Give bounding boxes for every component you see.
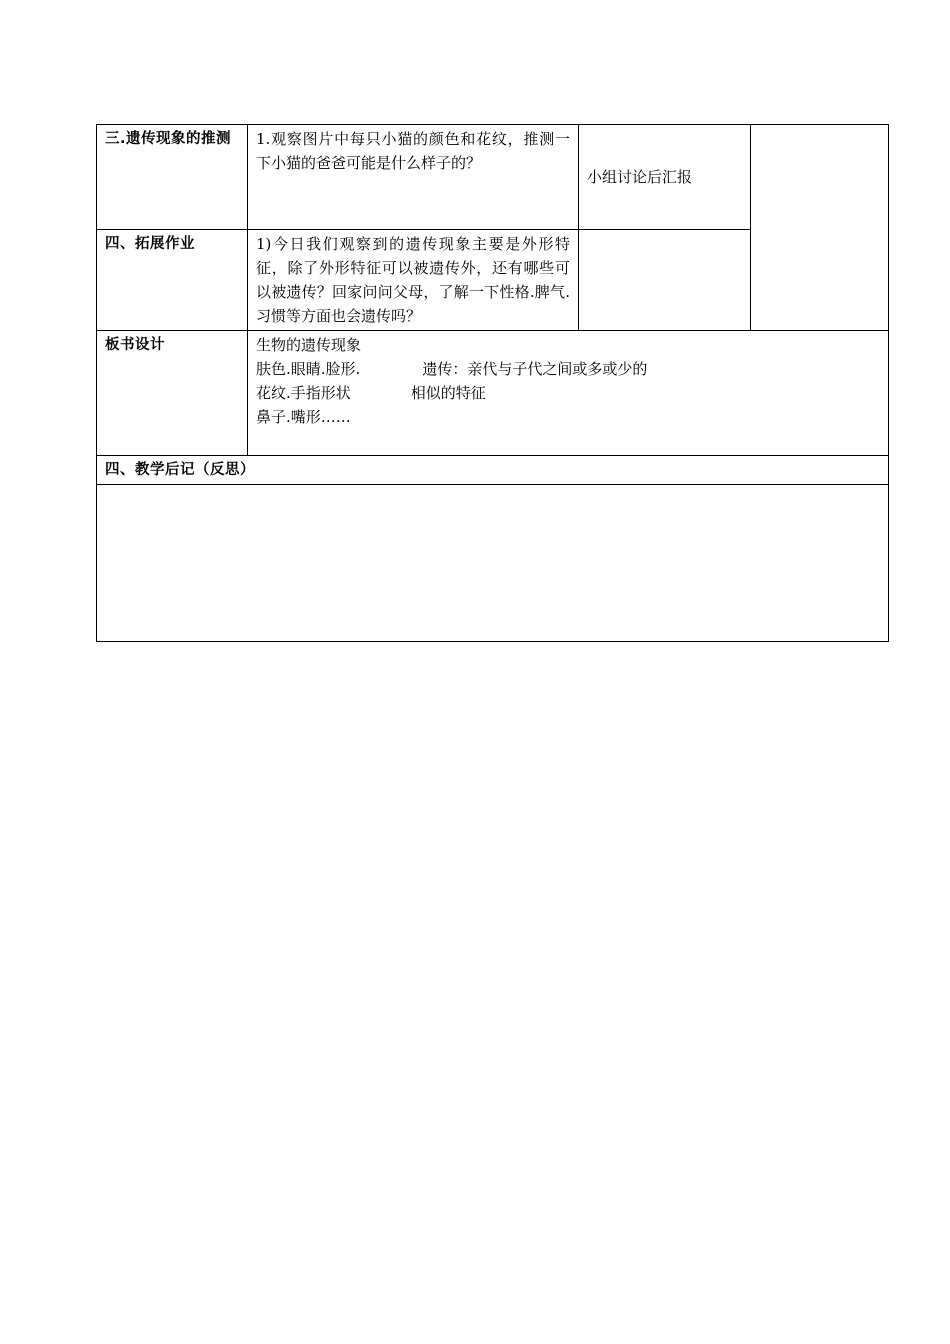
board-line-3: 鼻子.嘴形…… [256,408,351,426]
inference-text: 1.观察图片中每只小猫的颜色和花纹，推测一下小猫的爸爸可能是什么样子的？ [256,130,570,172]
board-design-content [248,331,889,456]
board-line-1-right: 遗传：亲代与子代之间或多或少的 [422,360,648,378]
table-row [97,456,889,485]
activity-cell [579,125,751,230]
section-label-board-design: 板书设计 [97,331,248,456]
homework-content [248,230,579,331]
section-label-inference: 三.遗传现象的推测 [97,125,248,230]
board-line-2-right: 相似的特征 [410,384,486,402]
board-line-1-left: 肤色.眼睛.脸形. [256,360,361,378]
board-line-2 [256,381,880,405]
empty-activity-cell [579,230,751,331]
inference-content [248,125,579,230]
homework-text: 1)今日我们观察到的遗传现象主要是外形特征，除了外形特征可以被遗传外，还有哪些可以被遗传？回家问问父母，了解一下性格.脾气.习惯等方面也会遗传吗？ [256,235,570,325]
table-row [97,331,889,456]
board-title: 生物的遗传现象 [256,336,362,354]
reflection-content [97,485,889,642]
section-label-reflection: 四、教学后记（反思） [97,456,889,485]
lesson-plan-table [96,124,889,642]
activity-text: 小组讨论后汇报 [587,168,693,186]
table-row [97,485,889,642]
table-row [97,125,889,230]
section-label-homework: 四、拓展作业 [97,230,248,331]
board-line-2-left: 花纹.手指形状 [256,384,351,402]
empty-notes-cell [751,125,889,331]
board-line-1 [256,357,880,381]
